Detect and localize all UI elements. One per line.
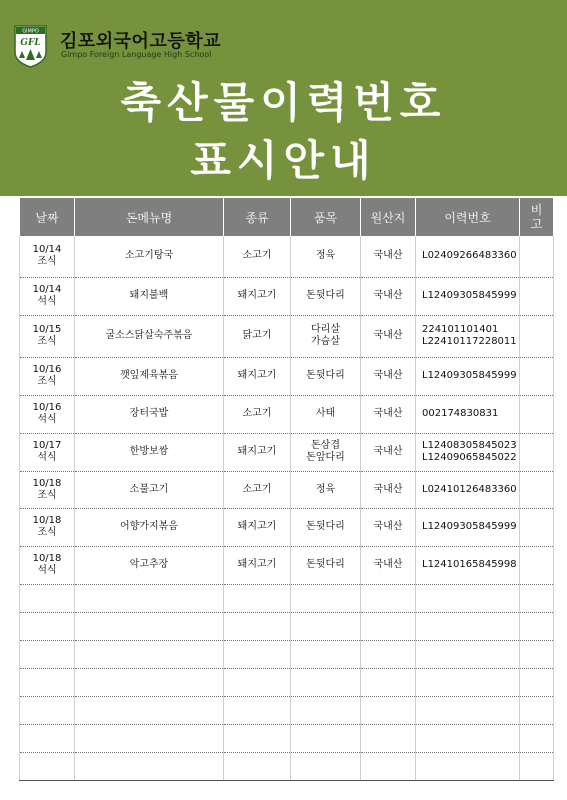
note-cell bbox=[520, 236, 554, 277]
menu-cell: 굴소스닭살숙주볶음 bbox=[75, 315, 224, 357]
empty-cell bbox=[224, 696, 291, 724]
date-cell-line: 조식 bbox=[37, 256, 57, 268]
empty-cell bbox=[224, 584, 291, 612]
menu-cell: 소고기탕국 bbox=[75, 236, 224, 277]
empty-cell bbox=[291, 724, 361, 752]
date-cell bbox=[20, 508, 75, 546]
note-cell bbox=[520, 508, 554, 546]
date-cell bbox=[20, 236, 75, 277]
date-cell-line: 10/14 bbox=[32, 244, 62, 256]
empty-cell bbox=[75, 696, 224, 724]
col-header-note: 비 고 bbox=[520, 198, 554, 236]
item-cell-line: 돈앞다리 bbox=[306, 452, 345, 463]
table-row bbox=[20, 433, 554, 471]
school-name-en: Gimpo Foreign Language High School bbox=[61, 50, 212, 59]
type-cell: 소고기 bbox=[224, 471, 291, 508]
logo-top-text: GIMPO bbox=[22, 28, 39, 35]
trace-cell bbox=[416, 546, 520, 584]
menu-cell: 깻잎제육볶음 bbox=[75, 357, 224, 395]
empty-row bbox=[20, 752, 554, 780]
empty-cell bbox=[20, 668, 75, 696]
empty-cell bbox=[20, 584, 75, 612]
note-cell bbox=[520, 357, 554, 395]
empty-cell bbox=[416, 752, 520, 780]
date-cell bbox=[20, 471, 75, 508]
empty-row bbox=[20, 584, 554, 612]
origin-cell: 국내산 bbox=[361, 471, 416, 508]
empty-cell bbox=[291, 668, 361, 696]
item-cell-line: 돈뒷다리 bbox=[306, 559, 345, 570]
date-cell-line: 조식 bbox=[37, 527, 57, 538]
empty-cell bbox=[416, 612, 520, 640]
empty-cell bbox=[224, 640, 291, 668]
origin-cell: 국내산 bbox=[361, 357, 416, 395]
page-title-line1: 축산물이력번호 bbox=[120, 78, 447, 127]
empty-cell bbox=[416, 724, 520, 752]
menu-cell: 어향가지볶음 bbox=[75, 508, 224, 546]
table-row bbox=[20, 357, 554, 395]
date-cell-line: 10/18 bbox=[32, 515, 62, 526]
item-cell bbox=[291, 395, 361, 433]
date-cell-line: 10/15 bbox=[32, 324, 62, 335]
empty-cell bbox=[416, 584, 520, 612]
item-cell bbox=[291, 508, 361, 546]
note-cell bbox=[520, 315, 554, 357]
empty-cell bbox=[20, 752, 75, 780]
date-cell-line: 10/18 bbox=[32, 553, 62, 564]
origin-cell: 국내산 bbox=[361, 546, 416, 584]
table-header-row bbox=[20, 198, 554, 236]
trace-cell-line: L12409305845999 bbox=[422, 521, 517, 532]
empty-row bbox=[20, 640, 554, 668]
col-header-item: 품목 bbox=[291, 198, 361, 236]
page-title-line2: 표시안내 bbox=[190, 136, 377, 185]
item-cell-line: 정육 bbox=[315, 483, 336, 495]
logo-mark-text: GFL bbox=[20, 38, 41, 48]
origin-cell: 국내산 bbox=[361, 395, 416, 433]
empty-cell bbox=[520, 584, 554, 612]
empty-cell bbox=[291, 584, 361, 612]
item-cell bbox=[291, 315, 361, 357]
date-cell-line: 10/18 bbox=[32, 477, 62, 489]
date-cell-line: 석식 bbox=[37, 452, 57, 463]
date-cell-line: 조식 bbox=[37, 336, 57, 347]
date-cell-line: 10/16 bbox=[32, 364, 62, 375]
menu-cell: 한방보쌈 bbox=[75, 433, 224, 471]
col-header-trace: 이력번호 bbox=[416, 198, 520, 236]
empty-cell bbox=[75, 584, 224, 612]
empty-cell bbox=[291, 640, 361, 668]
origin-cell: 국내산 bbox=[361, 277, 416, 315]
item-cell-line: 정육 bbox=[315, 250, 336, 262]
empty-row bbox=[20, 668, 554, 696]
item-cell bbox=[291, 546, 361, 584]
table-row bbox=[20, 471, 554, 508]
note-cell bbox=[520, 395, 554, 433]
date-cell bbox=[20, 433, 75, 471]
item-cell-line: 돈삼겹 bbox=[311, 440, 340, 451]
empty-row bbox=[20, 696, 554, 724]
empty-cell bbox=[291, 612, 361, 640]
note-cell bbox=[520, 546, 554, 584]
empty-cell bbox=[224, 752, 291, 780]
empty-cell bbox=[20, 724, 75, 752]
empty-cell bbox=[520, 724, 554, 752]
origin-cell: 국내산 bbox=[361, 508, 416, 546]
origin-cell: 국내산 bbox=[361, 433, 416, 471]
empty-cell bbox=[361, 668, 416, 696]
empty-cell bbox=[520, 696, 554, 724]
traceability-table bbox=[19, 198, 554, 781]
table-row bbox=[20, 546, 554, 584]
table-row bbox=[20, 315, 554, 357]
trace-cell-line: L12409305845999 bbox=[422, 290, 517, 301]
date-cell bbox=[20, 546, 75, 584]
item-cell-line: 돈뒷다리 bbox=[306, 521, 345, 532]
item-cell-line: 돈뒷다리 bbox=[306, 290, 345, 301]
trace-cell-line: L12410165845998 bbox=[422, 559, 517, 570]
empty-cell bbox=[75, 752, 224, 780]
empty-cell bbox=[520, 668, 554, 696]
item-cell-line: 가슴살 bbox=[311, 336, 340, 347]
trace-cell bbox=[416, 277, 520, 315]
date-cell bbox=[20, 315, 75, 357]
menu-cell: 악고추장 bbox=[75, 546, 224, 584]
empty-cell bbox=[291, 752, 361, 780]
empty-cell bbox=[361, 640, 416, 668]
empty-cell bbox=[75, 640, 224, 668]
empty-cell bbox=[361, 696, 416, 724]
item-cell-line: 사태 bbox=[315, 408, 336, 419]
type-cell: 돼지고기 bbox=[224, 433, 291, 471]
trace-cell-line: L02410126483360 bbox=[422, 483, 517, 495]
col-header-type: 종류 bbox=[224, 198, 291, 236]
empty-cell bbox=[416, 696, 520, 724]
table-row bbox=[20, 395, 554, 433]
trace-cell-line: 224101101401 bbox=[422, 324, 499, 335]
school-name-ko: 김포외국어고등학교 bbox=[60, 31, 221, 52]
header-banner bbox=[0, 0, 567, 196]
trace-cell bbox=[416, 395, 520, 433]
empty-cell bbox=[75, 724, 224, 752]
col-header-menu: 돈메뉴명 bbox=[75, 198, 224, 236]
type-cell: 돼지고기 bbox=[224, 277, 291, 315]
date-cell-line: 조식 bbox=[37, 489, 57, 501]
menu-cell: 장터국밥 bbox=[75, 395, 224, 433]
note-cell bbox=[520, 277, 554, 315]
empty-cell bbox=[520, 612, 554, 640]
trace-cell-line: L12409065845022 bbox=[422, 452, 517, 463]
col-header-date: 날짜 bbox=[20, 198, 75, 236]
empty-cell bbox=[20, 696, 75, 724]
empty-cell bbox=[224, 612, 291, 640]
menu-cell: 소불고기 bbox=[75, 471, 224, 508]
item-cell-line: 돈뒷다리 bbox=[306, 370, 345, 381]
type-cell: 소고기 bbox=[224, 395, 291, 433]
empty-cell bbox=[361, 752, 416, 780]
date-cell-line: 10/14 bbox=[32, 284, 62, 295]
trace-cell-line: L12409305845999 bbox=[422, 370, 517, 381]
trace-cell bbox=[416, 433, 520, 471]
empty-row bbox=[20, 724, 554, 752]
trace-cell bbox=[416, 315, 520, 357]
empty-cell bbox=[75, 612, 224, 640]
note-cell bbox=[520, 433, 554, 471]
item-cell bbox=[291, 471, 361, 508]
date-cell-line: 조식 bbox=[37, 376, 57, 387]
date-cell bbox=[20, 277, 75, 315]
empty-cell bbox=[361, 584, 416, 612]
empty-cell bbox=[75, 668, 224, 696]
trace-cell-line: L22410117228011 bbox=[422, 336, 517, 347]
date-cell-line: 석식 bbox=[37, 565, 57, 576]
item-cell bbox=[291, 357, 361, 395]
date-cell-line: 10/16 bbox=[32, 402, 62, 413]
empty-cell bbox=[20, 612, 75, 640]
trace-cell bbox=[416, 357, 520, 395]
type-cell: 닭고기 bbox=[224, 315, 291, 357]
table-row bbox=[20, 508, 554, 546]
type-cell: 소고기 bbox=[224, 236, 291, 277]
item-cell bbox=[291, 433, 361, 471]
empty-cell bbox=[416, 668, 520, 696]
trace-cell bbox=[416, 508, 520, 546]
item-cell bbox=[291, 236, 361, 277]
type-cell: 돼지고기 bbox=[224, 546, 291, 584]
date-cell bbox=[20, 357, 75, 395]
trace-cell bbox=[416, 236, 520, 277]
date-cell-line: 석식 bbox=[37, 414, 57, 425]
date-cell bbox=[20, 395, 75, 433]
empty-row bbox=[20, 612, 554, 640]
item-cell bbox=[291, 277, 361, 315]
trace-cell-line: 002174830831 bbox=[422, 408, 499, 419]
trace-cell bbox=[416, 471, 520, 508]
empty-cell bbox=[291, 696, 361, 724]
empty-cell bbox=[20, 640, 75, 668]
school-logo-icon bbox=[13, 24, 48, 68]
trace-cell-line: L12408305845023 bbox=[422, 440, 517, 451]
type-cell: 돼지고기 bbox=[224, 508, 291, 546]
type-cell: 돼지고기 bbox=[224, 357, 291, 395]
item-cell-line: 다리살 bbox=[311, 324, 340, 335]
empty-cell bbox=[361, 724, 416, 752]
empty-cell bbox=[416, 640, 520, 668]
table-row bbox=[20, 236, 554, 277]
empty-cell bbox=[224, 724, 291, 752]
empty-cell bbox=[224, 668, 291, 696]
table-row bbox=[20, 277, 554, 315]
empty-cell bbox=[520, 752, 554, 780]
origin-cell: 국내산 bbox=[361, 315, 416, 357]
col-header-origin: 원산지 bbox=[361, 198, 416, 236]
menu-cell: 돼지불백 bbox=[75, 277, 224, 315]
empty-cell bbox=[520, 640, 554, 668]
date-cell-line: 석식 bbox=[37, 296, 57, 307]
origin-cell: 국내산 bbox=[361, 236, 416, 277]
date-cell-line: 10/17 bbox=[32, 440, 62, 451]
trace-cell-line: L02409266483360 bbox=[422, 250, 517, 262]
empty-cell bbox=[361, 612, 416, 640]
note-cell bbox=[520, 471, 554, 508]
